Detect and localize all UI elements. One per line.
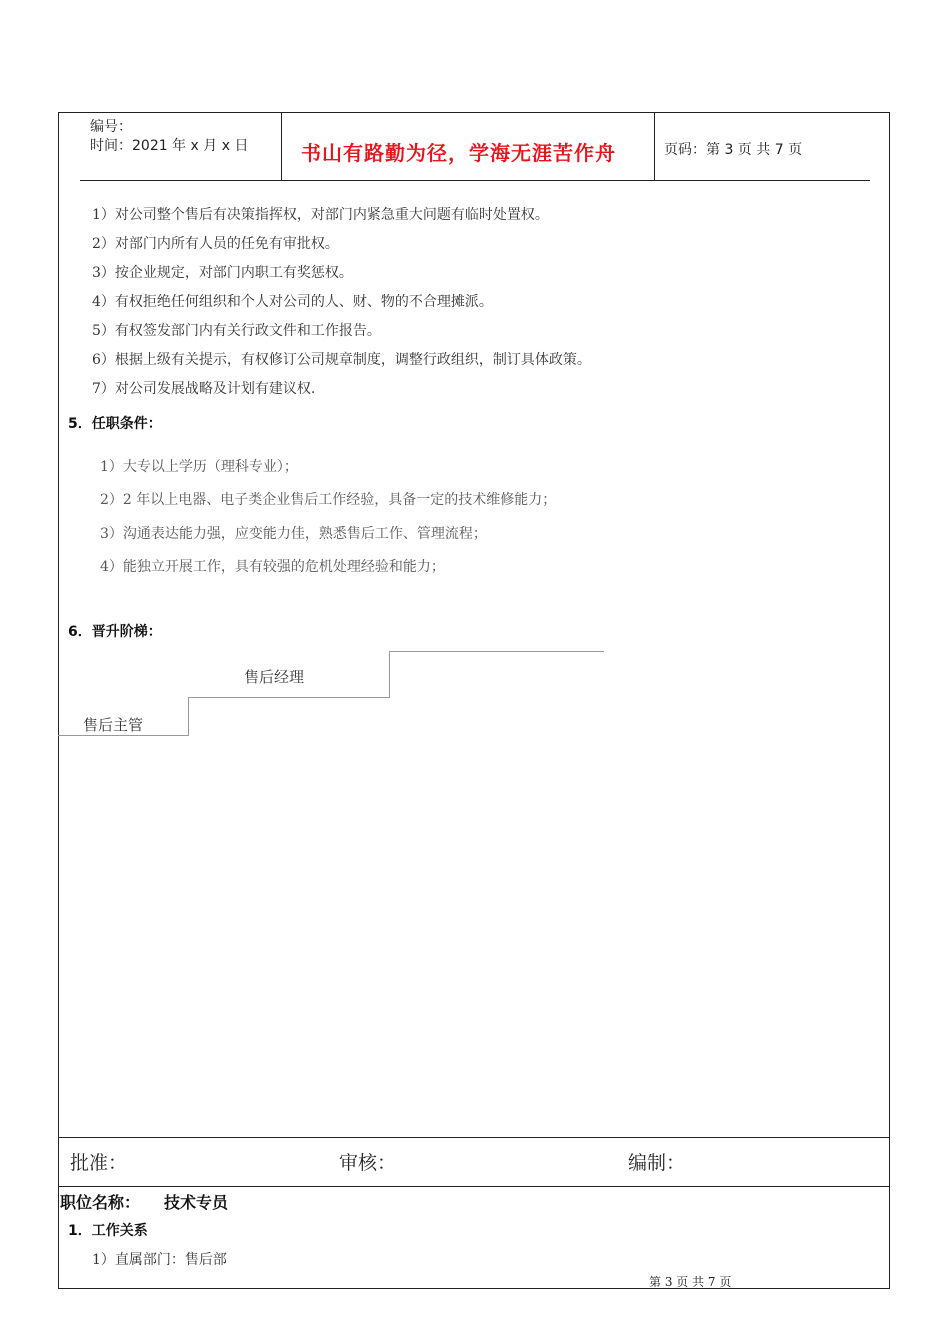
section5-title: 5．任职条件： (68, 416, 162, 432)
position-name-label: 职位名称： (60, 1193, 141, 1212)
requirement-item-1: 1）大专以上学历（理科专业）； (100, 459, 298, 475)
ladder-step-supervisor: 售后主管 (83, 716, 144, 734)
signature-box (58, 1137, 890, 1187)
ladder-bottom-step-line (58, 735, 189, 736)
requirement-item-3: 3）沟通表达能力强，应变能力佳，熟悉售后工作、管理流程； (100, 526, 487, 542)
review-label: 审核： (339, 1152, 397, 1174)
prepare-label: 编制： (628, 1152, 686, 1174)
ladder-upper-riser (389, 651, 390, 697)
authority-item-4: 4）有权拒绝任何组织和个人对公司的人、财、物的不合理摊派。 (92, 294, 493, 310)
ladder-top-step-line (389, 651, 604, 652)
header-top-line (80, 112, 870, 113)
page-number-label: 页码：第 3 页 共 7 页 (664, 142, 803, 158)
ladder-lower-riser (188, 697, 189, 736)
authority-item-2: 2）对部门内所有人员的任免有审批权。 (92, 236, 339, 252)
approve-label: 批准： (70, 1152, 128, 1174)
position-name-value: 技术专员 (164, 1193, 229, 1212)
ladder-step-manager: 售后经理 (244, 668, 305, 686)
section6-title: 6．晋升阶梯： (68, 624, 162, 640)
header-bottom-line (80, 180, 870, 181)
header-motto: 书山有路勤为径，学海无涯苦作舟 (301, 141, 616, 165)
requirement-item-2: 2）2 年以上电器、电子类企业售后工作经验，具备一定的技术维修能力； (100, 492, 557, 508)
work-relation-title: 1．工作关系 (68, 1223, 148, 1239)
authority-item-6: 6）根据上级有关提示，有权修订公司规章制度，调整行政组织，制订具体政策。 (92, 352, 591, 368)
header-divider-2 (654, 112, 655, 181)
requirement-item-4: 4）能独立开展工作，具有较强的危机处理经验和能力； (100, 559, 445, 575)
header-divider-1 (281, 112, 282, 181)
authority-item-5: 5）有权签发部门内有关行政文件和工作报告。 (92, 323, 381, 339)
direct-department-item: 1）直属部门：售后部 (92, 1252, 227, 1268)
page-frame (58, 112, 890, 1289)
authority-item-1: 1）对公司整个售后有决策指挥权，对部门内紧急重大问题有临时处置权。 (92, 207, 549, 223)
doc-number-label: 编号： (90, 119, 132, 135)
ladder-middle-step-line (188, 697, 390, 698)
page-footer: 第 3 页 共 7 页 (649, 1275, 732, 1289)
doc-time-label: 时间：2021 年 x 月 x 日 (90, 138, 249, 154)
authority-item-7: 7）对公司发展战略及计划有建议权. (92, 381, 316, 397)
authority-item-3: 3）按企业规定，对部门内职工有奖惩权。 (92, 265, 353, 281)
